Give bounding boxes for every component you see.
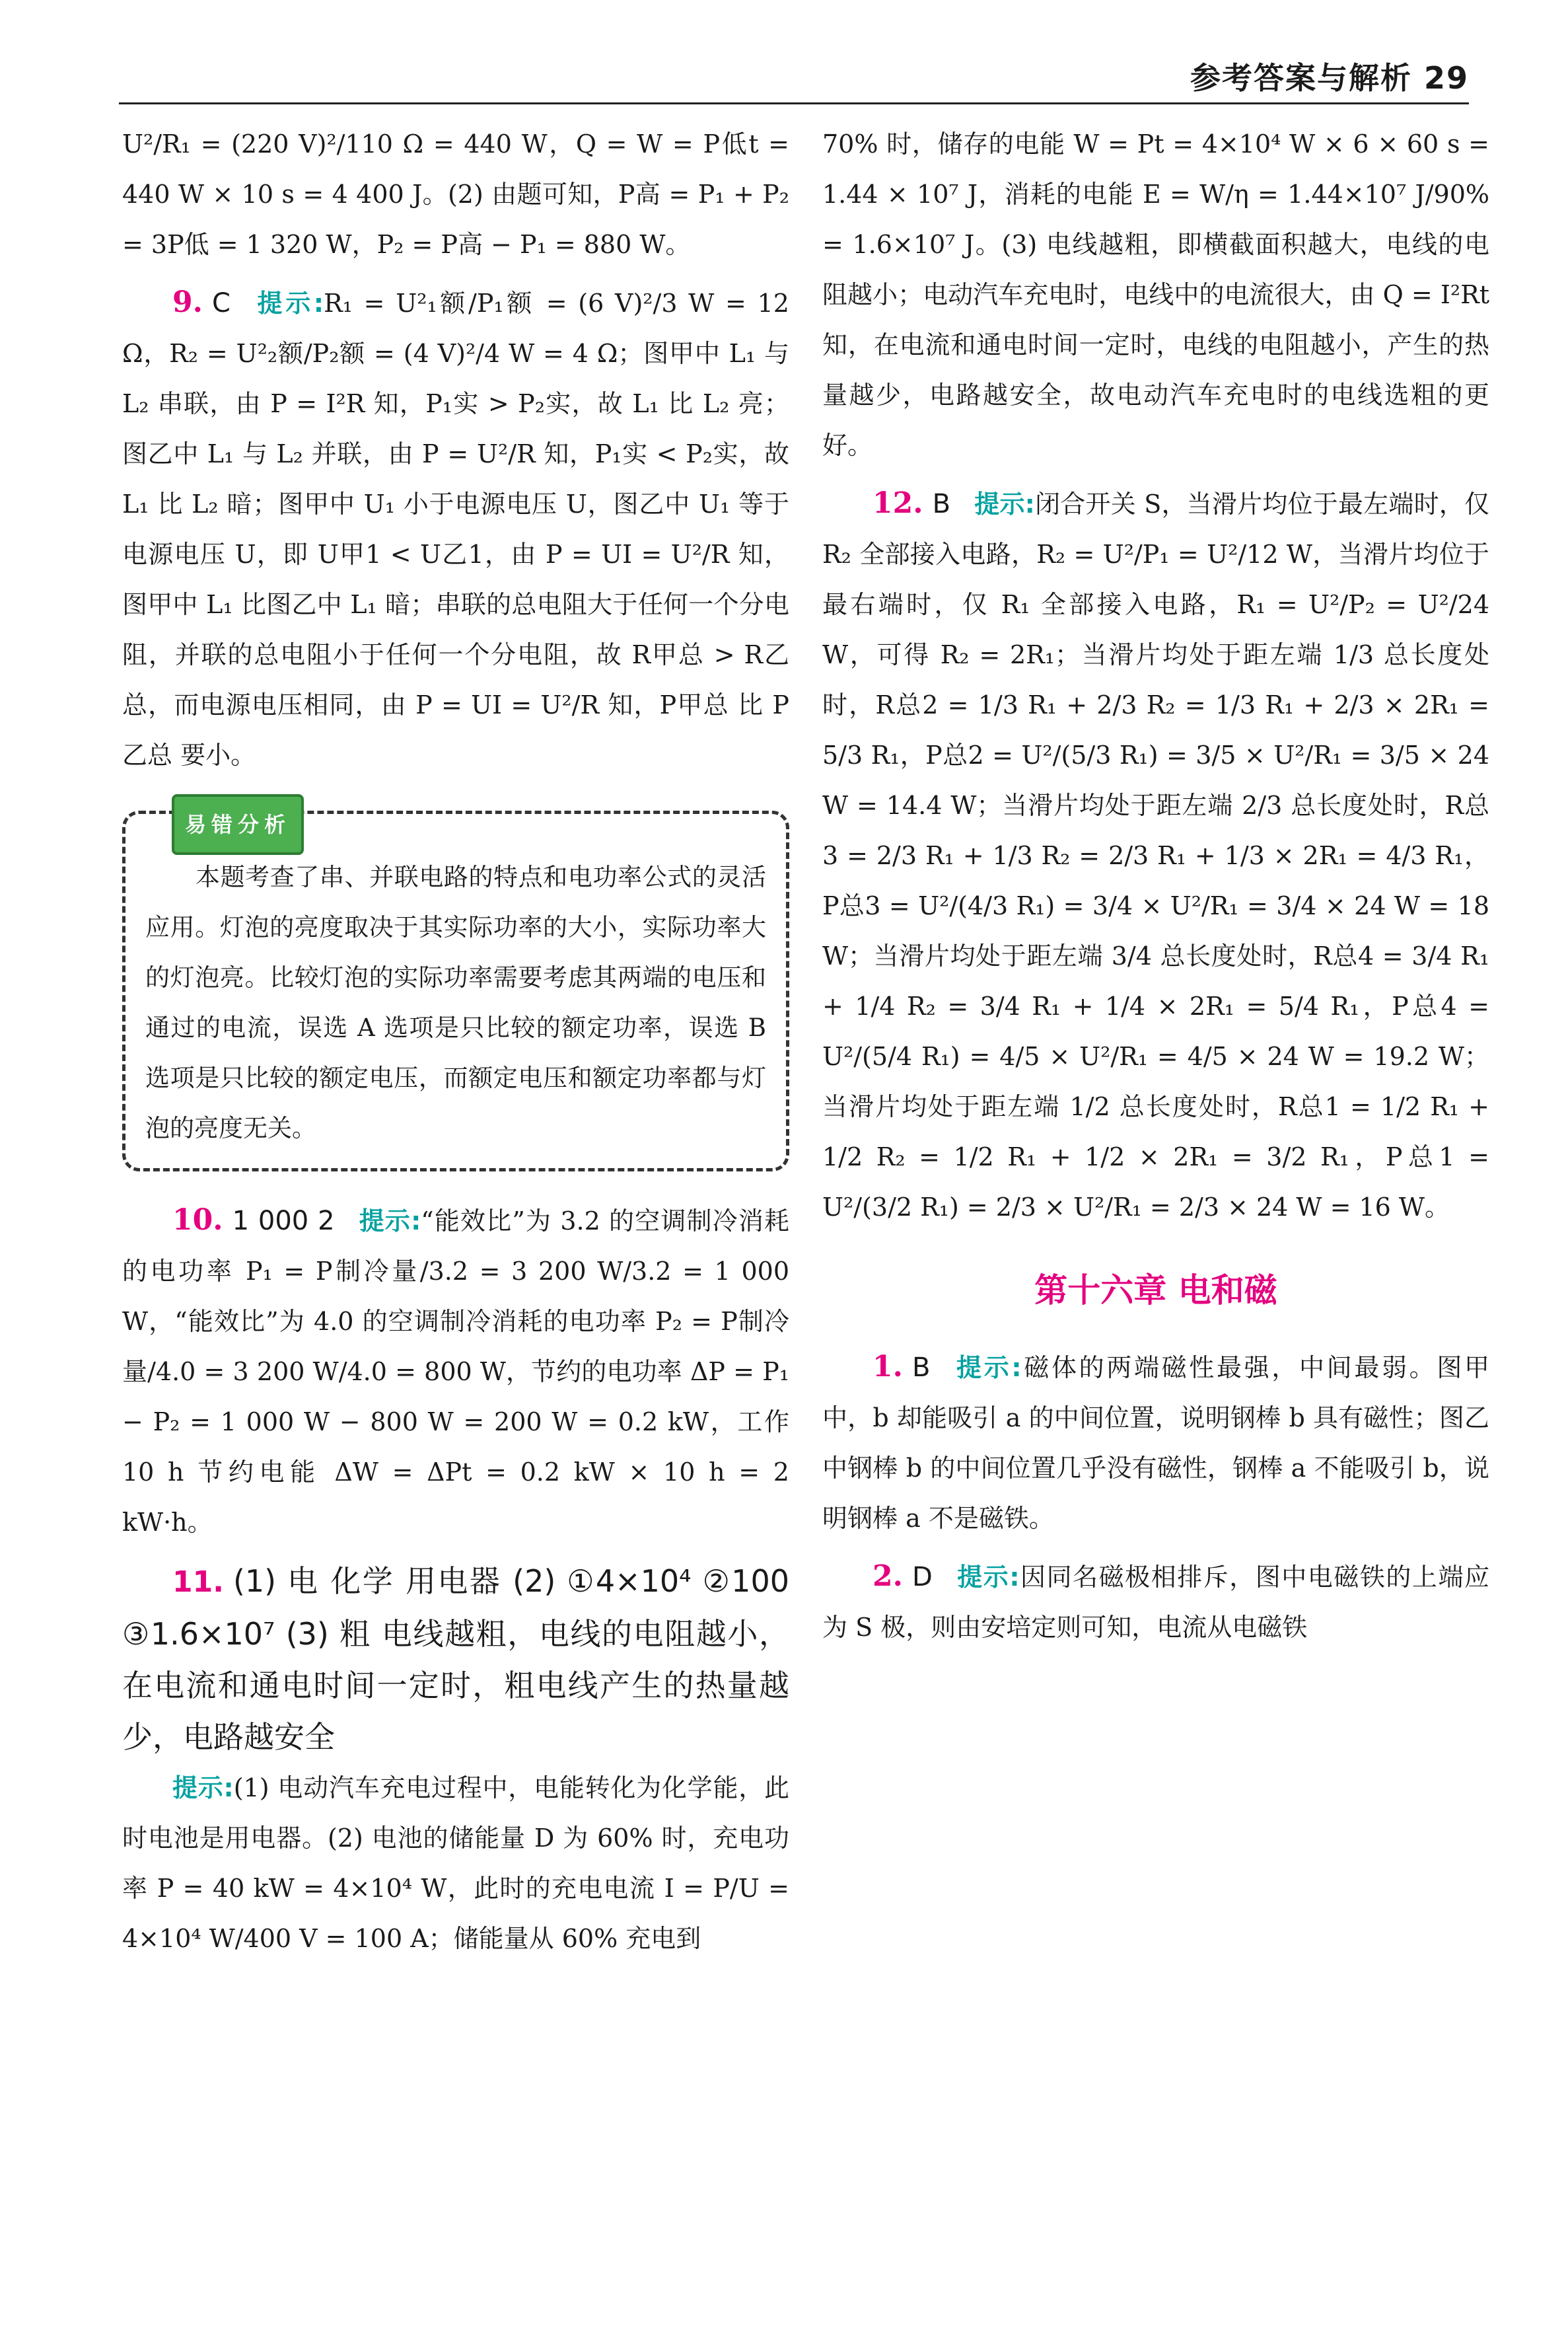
- ch16-q1-explanation: 磁体的两端磁性最强，中间最弱。图甲中，b 却能吸引 a 的中间位置，说明钢棒 b 具有磁性；图乙中钢棒 b 的中间位置几乎没有磁性，钢棒 a 不能吸引 b，说明钢棒 a 不是磁铁。: [822, 1353, 1489, 1533]
- chapter-title: 第十六章 电和磁: [1034, 1271, 1277, 1310]
- ch16-q2-number: 2.: [873, 1559, 903, 1593]
- q9-explanation: R₁ = U²₁额/P₁额 = (6 V)²/3 W = 12 Ω，R₂ = U²₂额/P₂额 = (4 V)²/4 W = 4 Ω；图甲中 L₁ 与 L₂ 串联，由 P = I²R 知，P₁实 > P₂实，故 L₁ 比 L₂ 亮；图乙中 L₁ 与 L₂ 并联，由 P = U²/R 知，P₁实 < P₂实，故 L₁ 比 L₂ 暗；图甲中 U₁ 小于电源电压 U，图乙中 U₁ 等于电源电压 U，即 U甲1 < U乙1，由 P = UI = U²/R 知，图甲中 L₁ 比图乙中 L₁ 暗；串联的总电阻大于任何一个分电阻，并联的总电阻小于任何一个分电阻，故 R甲总 > R乙总，而电源电压相同，由 P = UI = U²/R 知，P甲总 比 P乙总 要小。: [122, 289, 789, 770]
- left-column: [122, 119, 789, 1964]
- ch16-q1-choice: B: [911, 1352, 931, 1383]
- q10-answer: [122, 1195, 789, 1547]
- q10-hint-label: 提示:: [358, 1206, 421, 1236]
- q9-hint-label: 提示:: [254, 289, 324, 318]
- q11-number: 11.: [172, 1565, 224, 1599]
- q11-continuation: 70% 时，储存的电能 W = Pt = 4×10⁴ W × 6 × 60 s = 1.44 × 10⁷ J，消耗的电能 E = W/η = 1.44×10⁷ J/90% = 1.6×10⁷ J。(3) 电线越粗，即横截面积越大，电线的电阻越小；电动汽车充电时，电线中的电流很大，由 Q = I²Rt 知，在电流和通电时间一定时，电线的电阻越小，产生的热量越少，电路越安全，故电动汽车充电时的电线选粗的更好。: [822, 129, 1489, 460]
- q11-hint-label: 提示:: [172, 1773, 234, 1802]
- right-column: [822, 119, 1489, 1652]
- ch16-q2-explanation: 因同名磁极相排斥，图中电磁铁的上端应为 S 极，则由安培定则可知，电流从电磁铁: [822, 1563, 1489, 1642]
- ch16-q2-choice: D: [911, 1562, 933, 1592]
- error-analysis-box: [122, 811, 789, 1171]
- q11-values: (1) 电 化学 用电器 (2) ①4×10⁴ ②100 ③1.6×10⁷ (3) 粗 电线越粗，电线的电阻越小，在电流和通电时间一定时，粗电线产生的热量越少，电路越安全: [122, 1563, 789, 1755]
- q12-hint-label: 提示:: [974, 490, 1035, 519]
- q12-explanation: 闭合开关 S，当滑片均位于最左端时，仅 R₂ 全部接入电路，R₂ = U²/P₁ = U²/12 W，当滑片均位于最右端时，仅 R₁ 全部接入电路，R₁ = U²/P₂ = U²/24 W，可得 R₂ = 2R₁；当滑片均处于距左端 1/3 总长度处时，R总2 = 1/3 R₁ + 2/3 R₂ = 1/3 R₁ + 2/3 × 2R₁ = 5/3 R₁，P总2 = U²/(5/3 R₁) = 3/5 × U²/R₁ = 3/5 × 24 W = 14.4 W；当滑片均处于距左端 2/3 总长度处时，R总3 = 2/3 R₁ + 1/3 R₂ = 2/3 R₁ + 1/3 × 2R₁ = 4/3 R₁，P总3 = U²/(4/3 R₁) = 3/4 × U²/R₁ = 3/4 × 24 W = 18 W；当滑片均处于距左端 3/4 总长度处时，R总4 = 3/4 R₁ + 1/4 R₂ = 3/4 R₁ + 1/4 × 2R₁ = 5/4 R₁，P总4 = U²/(5/4 R₁) = 4/5 × U²/R₁ = 4/5 × 24 W = 19.2 W；当滑片均处于距左端 1/2 总长度处时，R总1 = 1/2 R₁ + 1/2 R₂ = 1/2 R₁ + 1/2 × 2R₁ = 3/2 R₁，P总1 = U²/(3/2 R₁) = 2/3 × U²/R₁ = 2/3 × 24 W = 16 W。: [822, 490, 1489, 1222]
- ch16-q2-answer: [822, 1551, 1489, 1652]
- page-header: [119, 40, 1469, 104]
- error-analysis-text: 本题考查了串、并联电路的特点和电功率公式的灵活应用。灯泡的亮度取决于其实际功率的大小，实际功率大的灯泡亮。比较灯泡的实际功率需要考虑其两端的电压和通过的电流，误选 A 选项是只比较的额定功率，误选 B 选项是只比较的额定电压，而额定电压和额定功率都与灯泡的亮度无关。: [145, 863, 766, 1142]
- q8-continuation: U²/R₁ = (220 V)²/110 Ω = 440 W，Q = W = P低t = 440 W × 10 s = 4 400 J。(2) 由题可知，P高 = P₁ + P₂ = 3P低 = 1 320 W，P₂ = P高 − P₁ = 880 W。: [122, 129, 789, 259]
- q12-answer: [822, 478, 1489, 1232]
- error-analysis-badge: 易错分析: [172, 794, 304, 855]
- q11-answer: [122, 1555, 789, 1763]
- q11-explanation: (1) 电动汽车充电过程中，电能转化为化学能，此时电池是用电器。(2) 电池的储能量 D 为 60% 时，充电功率 P = 40 kW = 4×10⁴ W，此时的充电电流 I = P/U = 4×10⁴ W/400 V = 100 A；储能量从 60% 充电到: [122, 1773, 789, 1953]
- ch16-q1-number: 1.: [873, 1350, 903, 1384]
- q9-answer: [122, 277, 789, 780]
- q9-number: 9.: [172, 285, 203, 319]
- ch16-q1-answer: [822, 1342, 1489, 1543]
- q10-explanation: “能效比”为 3.2 的空调制冷消耗的电功率 P₁ = P制冷量/3.2 = 3 200 W/3.2 = 1 000 W，“能效比”为 4.0 的空调制冷消耗的电功率 P₂ = P制冷量/4.0 = 3 200 W/4.0 = 800 W，节约的电功率 ΔP = P₁ − P₂ = 1 000 W − 800 W = 200 W = 0.2 kW，工作 10 h 节约电能 ΔW = ΔPt = 0.2 kW × 10 h = 2 kW·h。: [122, 1206, 789, 1537]
- q9-choice: C: [211, 288, 231, 318]
- q10-values: 1 000 2: [232, 1206, 335, 1236]
- ch16-q2-hint-label: 提示:: [956, 1563, 1020, 1592]
- header-title: 参考答案与解析 29: [1190, 60, 1469, 96]
- q12-number: 12.: [873, 486, 923, 520]
- ch16-q1-hint-label: 提示:: [954, 1353, 1022, 1382]
- q11-hint: [122, 1763, 789, 1964]
- q10-number: 10.: [172, 1203, 223, 1237]
- q12-choice: B: [932, 489, 951, 519]
